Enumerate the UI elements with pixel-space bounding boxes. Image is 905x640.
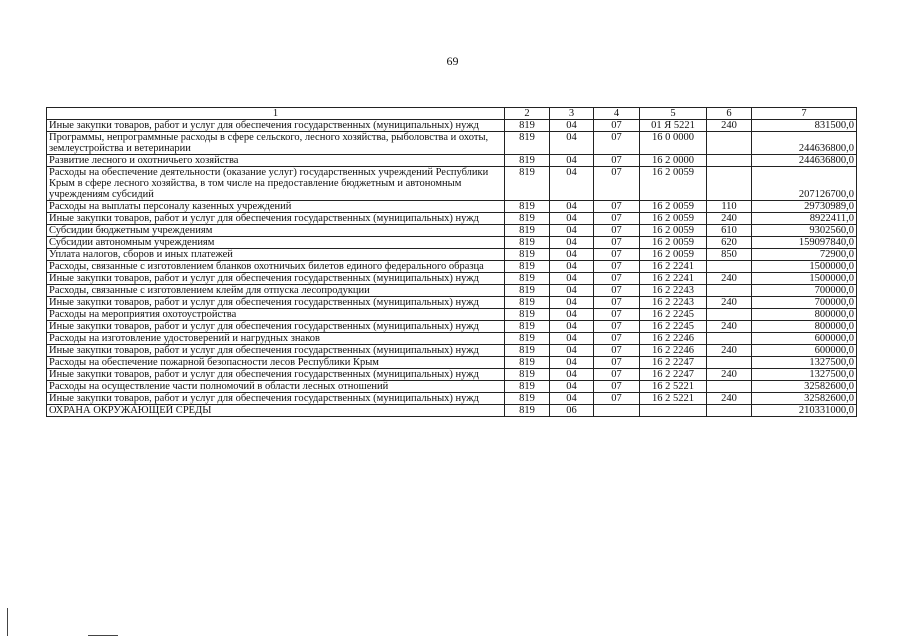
row-code-subsection: 07 xyxy=(594,120,640,132)
row-amount: 159097840,0 xyxy=(752,237,857,249)
table-row xyxy=(47,357,857,369)
row-code-subsection: 07 xyxy=(594,155,640,167)
row-code-subsection: 07 xyxy=(594,345,640,357)
row-code-subsection: 07 xyxy=(594,167,640,201)
row-amount: 1500000,0 xyxy=(752,261,857,273)
row-amount: 1327500,0 xyxy=(752,357,857,369)
row-amount: 29730989,0 xyxy=(752,201,857,213)
header-cell: 2 xyxy=(505,108,550,120)
row-description: Иные закупки товаров, работ и услуг для обеспечения государственных (муниципальных) нужд xyxy=(47,321,505,333)
row-code-section: 04 xyxy=(550,345,594,357)
row-code-subsection: 07 xyxy=(594,381,640,393)
table-row xyxy=(47,393,857,405)
row-code-target: 16 2 0059 xyxy=(640,213,707,225)
row-description: Субсидии бюджетным учреждениям xyxy=(47,225,505,237)
row-code-section: 04 xyxy=(550,333,594,345)
row-description: Расходы на обеспечение деятельности (оказание услуг) государственных учреждений Республики Крым в сфере лесного хозяйства, в том числе на предоставление бюджетным и автономным учреждениям субсидий xyxy=(47,167,505,201)
row-code-target: 16 2 2243 xyxy=(640,297,707,309)
row-amount: 9302560,0 xyxy=(752,225,857,237)
row-description: Иные закупки товаров, работ и услуг для обеспечения государственных (муниципальных) нужд xyxy=(47,297,505,309)
table-row xyxy=(47,213,857,225)
row-code-subsection: 07 xyxy=(594,237,640,249)
row-code-section: 04 xyxy=(550,120,594,132)
row-code-expense-type xyxy=(707,132,752,155)
row-code-expense-type xyxy=(707,261,752,273)
row-code-subsection: 07 xyxy=(594,273,640,285)
row-code-subsection: 07 xyxy=(594,369,640,381)
row-code-ministry: 819 xyxy=(505,132,550,155)
row-code-ministry: 819 xyxy=(505,369,550,381)
row-code-target: 16 2 0059 xyxy=(640,249,707,261)
table-row xyxy=(47,381,857,393)
row-code-ministry: 819 xyxy=(505,213,550,225)
row-code-target: 16 2 0059 xyxy=(640,225,707,237)
row-code-expense-type xyxy=(707,405,752,417)
row-code-section: 04 xyxy=(550,357,594,369)
row-code-subsection: 07 xyxy=(594,201,640,213)
row-code-expense-type xyxy=(707,357,752,369)
row-code-section: 04 xyxy=(550,261,594,273)
row-code-ministry: 819 xyxy=(505,333,550,345)
row-code-ministry: 819 xyxy=(505,357,550,369)
row-description: Иные закупки товаров, работ и услуг для обеспечения государственных (муниципальных) нужд xyxy=(47,213,505,225)
row-code-expense-type: 240 xyxy=(707,213,752,225)
row-description: Расходы на выплаты персоналу казенных учреждений xyxy=(47,201,505,213)
table-row xyxy=(47,237,857,249)
row-code-ministry: 819 xyxy=(505,201,550,213)
row-code-target: 16 2 2247 xyxy=(640,369,707,381)
row-amount: 210331000,0 xyxy=(752,405,857,417)
row-amount: 244636800,0 xyxy=(752,132,857,155)
row-description: Расходы на изготовление удостоверений и нагрудных знаков xyxy=(47,333,505,345)
row-code-section: 04 xyxy=(550,249,594,261)
row-amount: 8922411,0 xyxy=(752,213,857,225)
row-code-target: 16 2 2246 xyxy=(640,333,707,345)
table-row xyxy=(47,249,857,261)
row-code-subsection: 07 xyxy=(594,261,640,273)
row-code-subsection: 07 xyxy=(594,309,640,321)
row-code-expense-type xyxy=(707,333,752,345)
row-code-ministry: 819 xyxy=(505,225,550,237)
row-code-target: 16 2 2246 xyxy=(640,345,707,357)
row-code-target: 01 Я 5221 xyxy=(640,120,707,132)
row-code-expense-type: 240 xyxy=(707,321,752,333)
header-cell: 5 xyxy=(640,108,707,120)
table-row xyxy=(47,132,857,155)
row-code-section: 04 xyxy=(550,225,594,237)
row-amount: 831500,0 xyxy=(752,120,857,132)
row-code-section: 04 xyxy=(550,285,594,297)
row-code-ministry: 819 xyxy=(505,405,550,417)
table-row xyxy=(47,261,857,273)
row-amount: 600000,0 xyxy=(752,345,857,357)
header-cell: 7 xyxy=(752,108,857,120)
row-amount: 800000,0 xyxy=(752,321,857,333)
table-row xyxy=(47,201,857,213)
row-code-section: 04 xyxy=(550,369,594,381)
row-code-expense-type: 110 xyxy=(707,201,752,213)
row-code-ministry: 819 xyxy=(505,321,550,333)
row-code-expense-type: 850 xyxy=(707,249,752,261)
table-row xyxy=(47,345,857,357)
row-code-target: 16 2 0059 xyxy=(640,237,707,249)
row-description: Иные закупки товаров, работ и услуг для обеспечения государственных (муниципальных) нужд xyxy=(47,345,505,357)
row-description: ОХРАНА ОКРУЖАЮЩЕЙ СРЕДЫ xyxy=(47,405,505,417)
row-code-subsection xyxy=(594,405,640,417)
row-code-section: 04 xyxy=(550,309,594,321)
row-code-target: 16 2 2241 xyxy=(640,273,707,285)
table-row xyxy=(47,120,857,132)
row-code-expense-type: 240 xyxy=(707,393,752,405)
row-code-target: 16 2 0059 xyxy=(640,201,707,213)
header-cell: 4 xyxy=(594,108,640,120)
row-code-expense-type: 620 xyxy=(707,237,752,249)
row-code-section: 04 xyxy=(550,167,594,201)
row-code-subsection: 07 xyxy=(594,297,640,309)
row-code-ministry: 819 xyxy=(505,297,550,309)
row-code-target: 16 2 2241 xyxy=(640,261,707,273)
row-amount: 207126700,0 xyxy=(752,167,857,201)
row-code-target xyxy=(640,405,707,417)
row-code-section: 04 xyxy=(550,381,594,393)
row-code-expense-type: 240 xyxy=(707,345,752,357)
row-amount: 1500000,0 xyxy=(752,273,857,285)
row-code-ministry: 819 xyxy=(505,309,550,321)
table-body xyxy=(47,120,857,417)
row-description: Расходы, связанные с изготовлением клейм для отпуска лесопродукции xyxy=(47,285,505,297)
table-row xyxy=(47,225,857,237)
row-code-section: 04 xyxy=(550,213,594,225)
row-amount: 32582600,0 xyxy=(752,393,857,405)
row-code-section: 04 xyxy=(550,297,594,309)
row-code-section: 04 xyxy=(550,132,594,155)
row-code-expense-type: 240 xyxy=(707,273,752,285)
row-code-target: 16 2 5221 xyxy=(640,381,707,393)
header-cell: 3 xyxy=(550,108,594,120)
table-row xyxy=(47,369,857,381)
row-code-expense-type: 240 xyxy=(707,297,752,309)
header-cell: 1 xyxy=(47,108,505,120)
row-code-section: 04 xyxy=(550,237,594,249)
header-cell: 6 xyxy=(707,108,752,120)
row-code-target: 16 2 5221 xyxy=(640,393,707,405)
row-code-subsection: 07 xyxy=(594,249,640,261)
row-code-subsection: 07 xyxy=(594,393,640,405)
table-row xyxy=(47,155,857,167)
row-code-ministry: 819 xyxy=(505,381,550,393)
row-code-target: 16 2 2245 xyxy=(640,309,707,321)
row-amount: 32582600,0 xyxy=(752,381,857,393)
row-amount: 700000,0 xyxy=(752,297,857,309)
row-code-ministry: 819 xyxy=(505,285,550,297)
row-code-ministry: 819 xyxy=(505,237,550,249)
row-code-ministry: 819 xyxy=(505,393,550,405)
row-code-section: 04 xyxy=(550,321,594,333)
row-description: Программы, непрограммные расходы в сфере сельского, лесного хозяйства, рыболовства и охоты, землеустройства и ветеринарии xyxy=(47,132,505,155)
row-description: Расходы на обеспечение пожарной безопасности лесов Республики Крым xyxy=(47,357,505,369)
row-code-section: 04 xyxy=(550,273,594,285)
row-amount: 1327500,0 xyxy=(752,369,857,381)
row-code-expense-type xyxy=(707,285,752,297)
row-code-subsection: 07 xyxy=(594,132,640,155)
row-description: Расходы, связанные с изготовлением бланков охотничьих билетов единого федерального образца xyxy=(47,261,505,273)
row-description: Иные закупки товаров, работ и услуг для обеспечения государственных (муниципальных) нужд xyxy=(47,120,505,132)
page-number: 69 xyxy=(446,54,459,68)
row-code-expense-type xyxy=(707,381,752,393)
row-description: Субсидии автономным учреждениям xyxy=(47,237,505,249)
row-code-target: 16 2 2243 xyxy=(640,285,707,297)
row-code-ministry: 819 xyxy=(505,273,550,285)
row-code-ministry: 819 xyxy=(505,345,550,357)
row-code-ministry: 819 xyxy=(505,249,550,261)
footer-mark xyxy=(88,635,118,636)
table-row xyxy=(47,309,857,321)
row-description: Иные закупки товаров, работ и услуг для обеспечения государственных (муниципальных) нужд xyxy=(47,393,505,405)
row-code-subsection: 07 xyxy=(594,285,640,297)
row-amount: 600000,0 xyxy=(752,333,857,345)
row-code-subsection: 07 xyxy=(594,225,640,237)
row-code-subsection: 07 xyxy=(594,357,640,369)
row-amount: 72900,0 xyxy=(752,249,857,261)
table-row xyxy=(47,167,857,201)
row-code-section: 04 xyxy=(550,201,594,213)
row-code-target: 16 0 0000 xyxy=(640,132,707,155)
row-code-target: 16 2 0000 xyxy=(640,155,707,167)
row-code-expense-type xyxy=(707,309,752,321)
table-row xyxy=(47,321,857,333)
row-code-subsection: 07 xyxy=(594,213,640,225)
row-amount: 244636800,0 xyxy=(752,155,857,167)
row-code-ministry: 819 xyxy=(505,167,550,201)
row-code-subsection: 07 xyxy=(594,333,640,345)
row-code-expense-type xyxy=(707,167,752,201)
table-header-row xyxy=(47,108,857,120)
row-code-subsection: 07 xyxy=(594,321,640,333)
row-description: Иные закупки товаров, работ и услуг для обеспечения государственных (муниципальных) нужд xyxy=(47,273,505,285)
margin-mark xyxy=(7,608,8,636)
row-code-ministry: 819 xyxy=(505,155,550,167)
row-code-section: 04 xyxy=(550,155,594,167)
row-description: Развитие лесного и охотничьего хозяйства xyxy=(47,155,505,167)
budget-table xyxy=(46,107,857,417)
row-code-section: 06 xyxy=(550,405,594,417)
row-description: Уплата налогов, сборов и иных платежей xyxy=(47,249,505,261)
row-code-expense-type xyxy=(707,155,752,167)
table-row xyxy=(47,297,857,309)
row-code-expense-type: 240 xyxy=(707,120,752,132)
table-row xyxy=(47,333,857,345)
row-description: Расходы на мероприятия охотоустройства xyxy=(47,309,505,321)
row-code-expense-type: 610 xyxy=(707,225,752,237)
row-description: Расходы на осуществление части полномочий в области лесных отношений xyxy=(47,381,505,393)
row-description: Иные закупки товаров, работ и услуг для обеспечения государственных (муниципальных) нужд xyxy=(47,369,505,381)
row-code-target: 16 2 2245 xyxy=(640,321,707,333)
row-amount: 700000,0 xyxy=(752,285,857,297)
table-row xyxy=(47,285,857,297)
row-code-ministry: 819 xyxy=(505,120,550,132)
row-code-ministry: 819 xyxy=(505,261,550,273)
row-code-section: 04 xyxy=(550,393,594,405)
row-code-expense-type: 240 xyxy=(707,369,752,381)
row-code-target: 16 2 2247 xyxy=(640,357,707,369)
table-row xyxy=(47,273,857,285)
row-code-target: 16 2 0059 xyxy=(640,167,707,201)
table-row xyxy=(47,405,857,417)
row-amount: 800000,0 xyxy=(752,309,857,321)
